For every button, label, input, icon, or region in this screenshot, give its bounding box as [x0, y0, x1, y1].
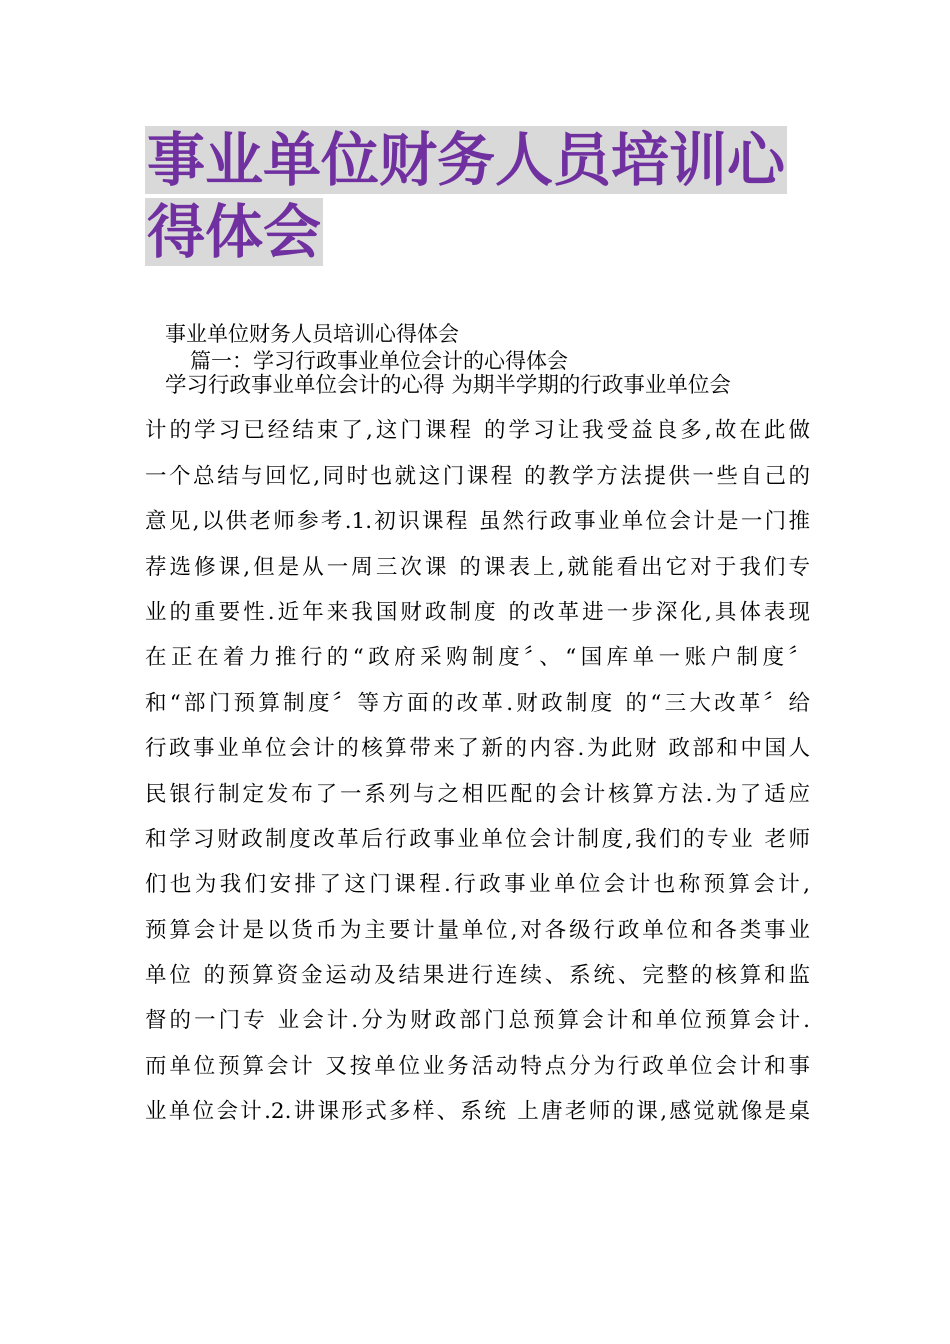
- body-paragraph: [145, 370, 810, 1142]
- body-line: 而单位预算会计 又按单位业务活动特点分为行政单位会计和事: [145, 1053, 810, 1079]
- title-line-2: 得体会: [147, 198, 322, 266]
- chapter-heading: 篇一：学习行政事业单位会计的心得体会: [190, 349, 568, 373]
- body-line: 预算会计是以货币为主要计量单位,对各级行政单位和各类事业: [145, 917, 810, 943]
- body-line: 在正在着力推行的“政府采购制度〞、“国库单一账户制度〞: [145, 645, 810, 671]
- body-line: 和“部门预算制度〞等方面的改革.财政制度 的“三大改革〞给: [145, 690, 810, 716]
- body-line: 行政事业单位会计的核算带来了新的内容.为此财 政部和中国人: [145, 736, 810, 762]
- body-line: 民银行制定发布了一系列与之相匹配的会计核算方法.为了适应: [145, 781, 810, 807]
- body-line: 计的学习已经结束了,这门课程 的学习让我受益良多,故在此做: [145, 418, 810, 444]
- body-line: 一个总结与回忆,同时也就这门课程 的教学方法提供一些自己的: [145, 463, 810, 489]
- body-line: 业单位会计.2.讲课形式多样、系统 上唐老师的课,感觉就像是桌: [145, 1099, 810, 1125]
- body-line: 荐选修课,但是从一周三次课 的课表上,就能看出它对于我们专: [145, 554, 810, 580]
- body-line: 们也为我们安排了这门课程.行政事业单位会计也称预算会计,: [145, 872, 810, 898]
- document-subtitle: 事业单位财务人员培训心得体会: [165, 322, 459, 346]
- body-line: 和学习财政制度改革后行政事业单位会计制度,我们的专业 老师: [145, 826, 810, 852]
- title-line-1: 事业单位财务人员培训心: [147, 126, 786, 194]
- body-line: 学习行政事业单位会计的心得 为期半学期的行政事业单位会: [165, 373, 731, 398]
- body-line: 单位 的预算资金运动及结果进行连续、系统、完整的核算和监: [145, 963, 810, 989]
- body-line: 业的重要性.近年来我国财政制度 的改革进一步深化,具体表现: [145, 599, 810, 625]
- body-line: 督的一门专 业会计.分为财政部门总预算会计和单位预算会计.: [145, 1008, 810, 1034]
- body-line: 意见,以供老师参考.1.初识课程 虽然行政事业单位会计是一门推: [145, 509, 810, 535]
- document-title: [145, 124, 810, 268]
